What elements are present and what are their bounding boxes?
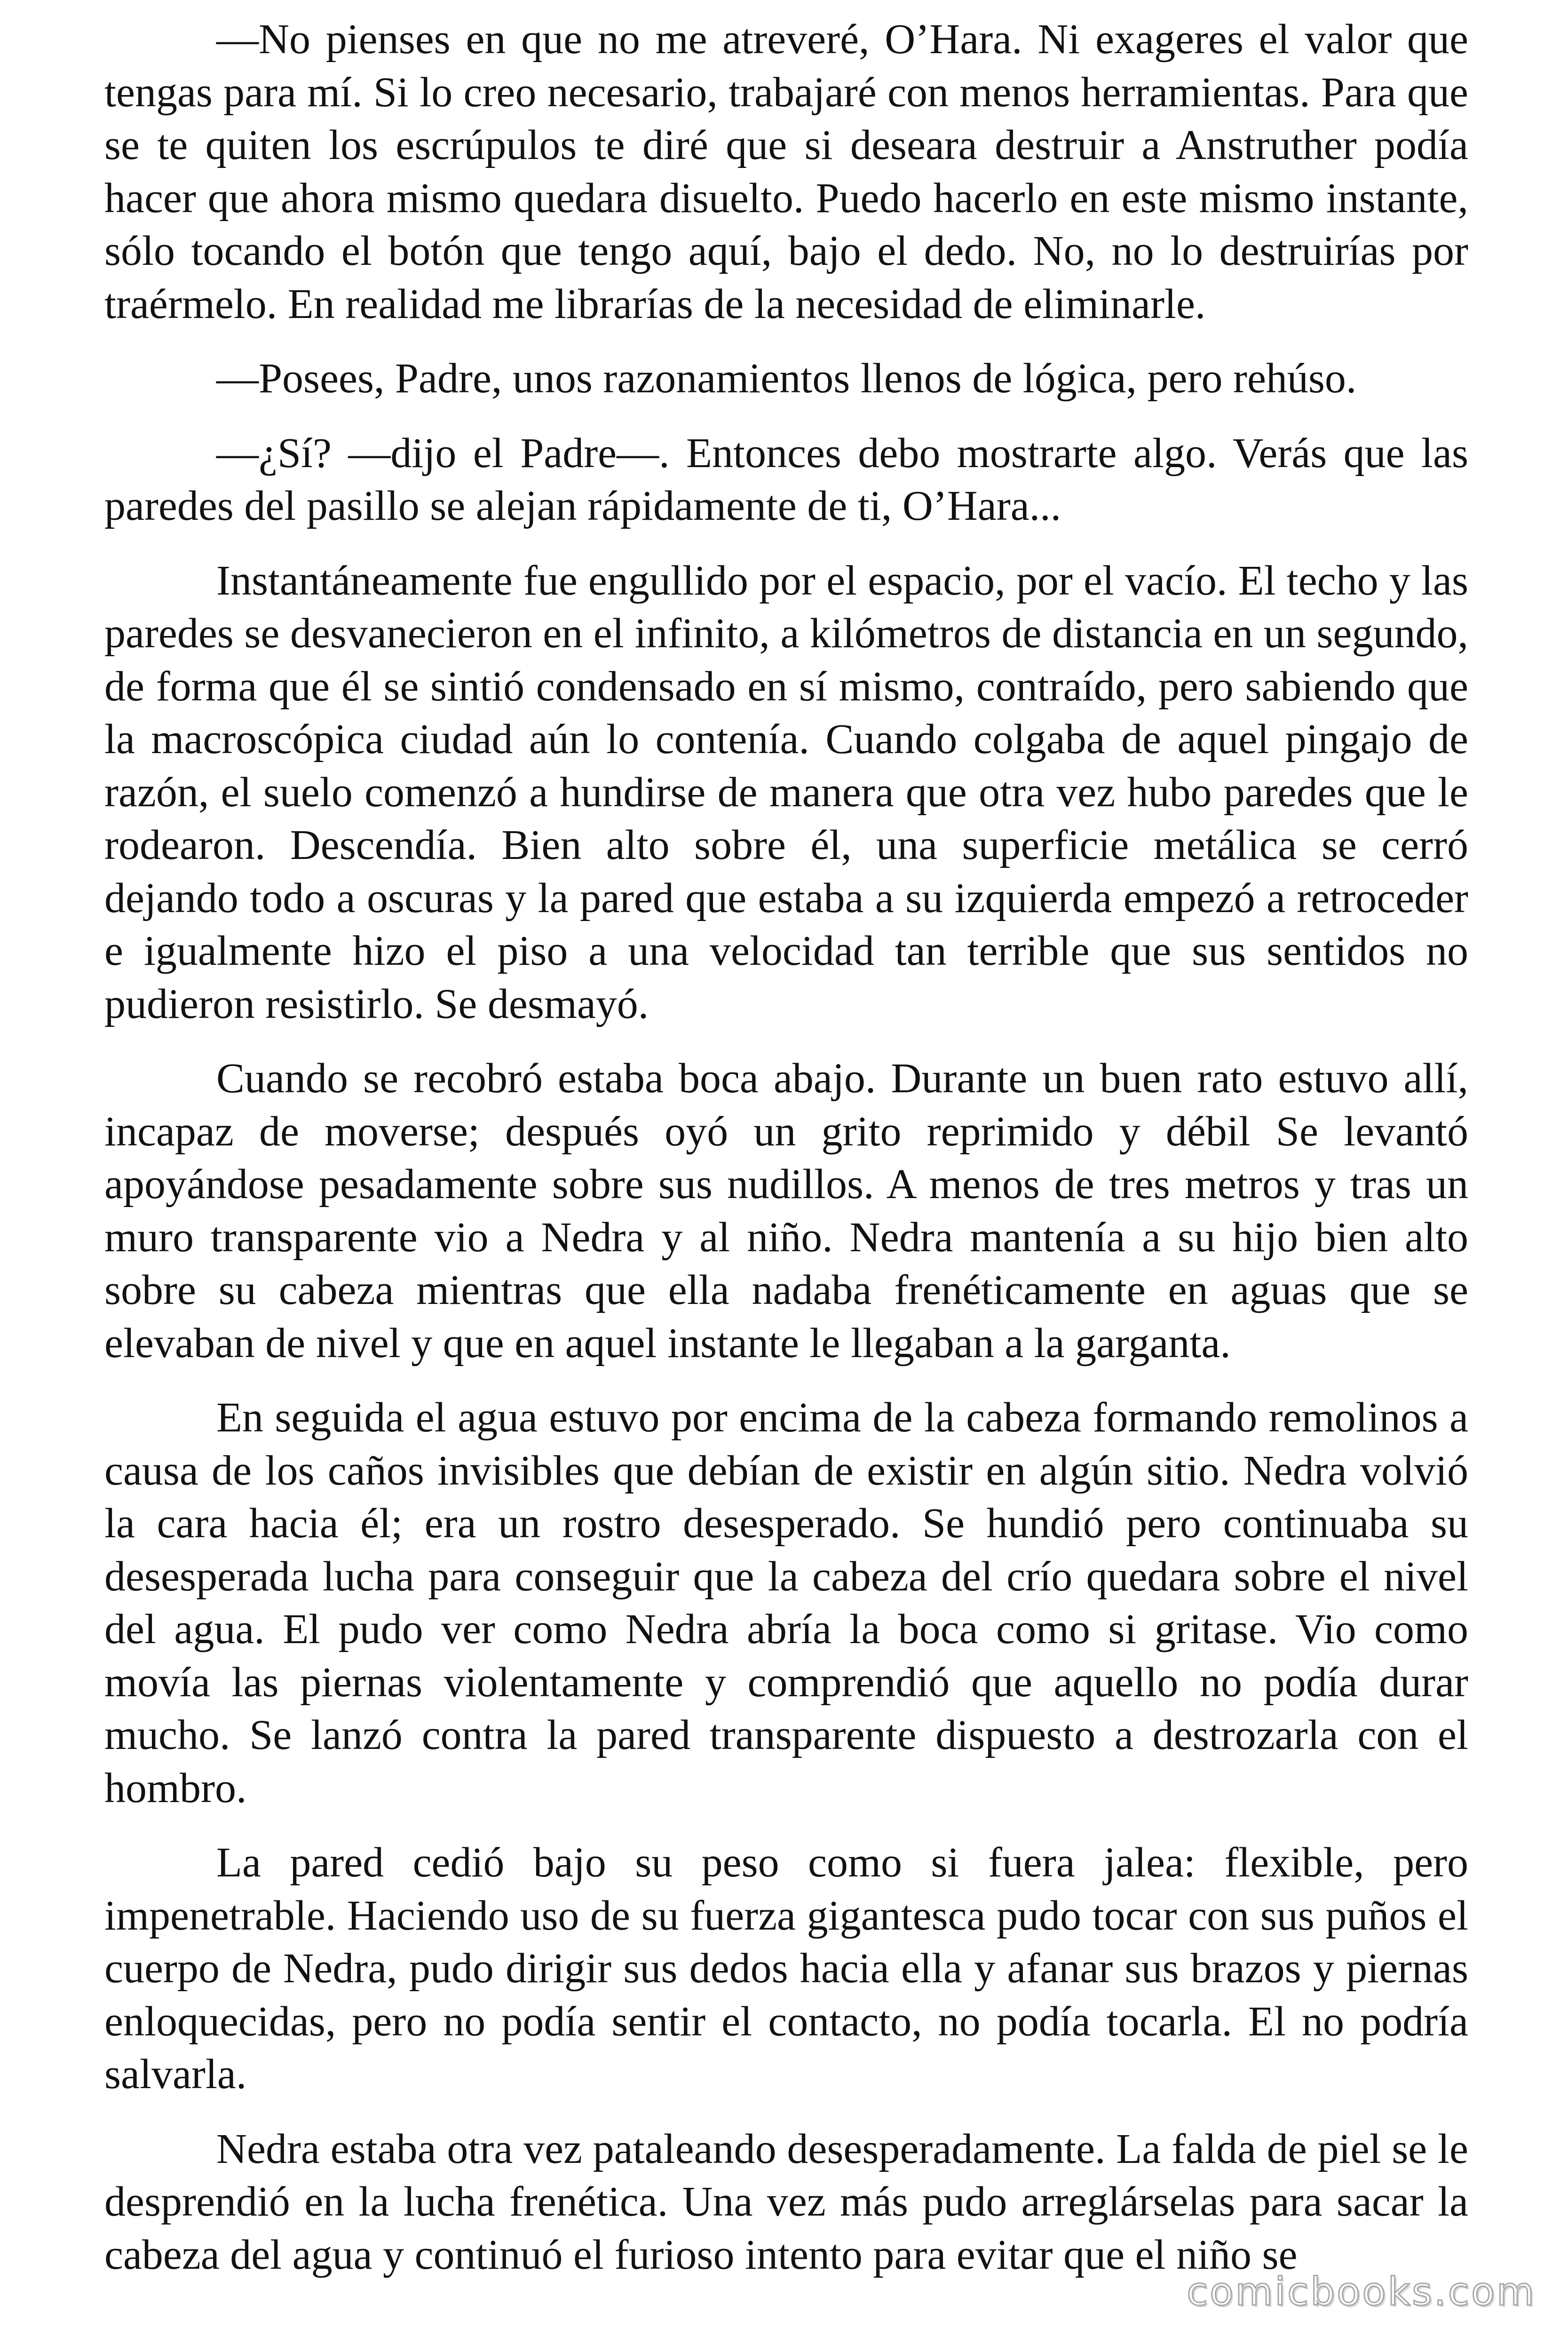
paragraph-6: En seguida el agua estuvo por encima de la cabeza formando remolinos a causa de los caños invisibles que debían de existir en algún sitio. Nedra volvió la cara hacia él; era un rostro desesperado. Se hundió pero continuaba su desesperada lucha para conseguir que la cabeza del crío quedara sobre el nivel del agua. El pudo ver como Nedra abría la boca como si gritase. Vio como movía las piernas violentamente y comprendió que aquello no podía durar mucho. Se lanzó contra la pared transparente dispuesto a destrozarla con el hombro. [104,1394,1468,1812]
paragraph-4: Instantáneamente fue engullido por el espacio, por el vacío. El techo y las paredes se desvanecieron en el infinito, a kilómetros de distancia en un segundo, de forma que él se sintió condensado en sí mismo, contraído, pero sabiendo que la macroscópica ciudad aún lo contenía. Cuando colgaba de aquel pingajo de razón, el suelo comenzó a hundirse de manera que otra vez hubo paredes que le rodearon. Descendía. Bien alto sobre él, una superficie metálica se cerró dejando todo a oscuras y la pared que estaba a su izquierda empezó a retroceder e igualmente hizo el piso a una velocidad tan terrible que sus sentidos no pudieron resistirlo. Se desmayó. [104,557,1468,1027]
watermark: comicbooks.com [1187,2270,1536,2314]
paragraph-5: Cuando se recobró estaba boca abajo. Durante un buen rato estuvo allí, incapaz de moverse; después oyó un grito reprimido y débil Se levantó apoyándose pesadamente sobre sus nudillos. A menos de tres metros y tras un muro transparente vio a Nedra y al niño. Nedra mantenía a su hijo bien alto sobre su cabeza mientras que ella nadaba frenéticamente en aguas que se elevaban de nivel y que en aquel instante le llegaban a la garganta. [104,1055,1468,1367]
paragraph-1: —No pienses en que no me atreveré, O’Hara. Ni exageres el valor que tengas para mí. Si lo creo necesario, trabajaré con menos herramientas. Para que se te quiten los escrúpulos te diré que si deseara destruir a Anstruther podía hacer que ahora mismo quedara disuelto. Puedo hacerlo en este mismo instante, sólo tocando el botón que tengo aquí, bajo el dedo. No, no lo destruirías por traérmelo. En realidad me librarías de la necesidad de eliminarle. [104,16,1468,327]
paragraph-8: Nedra estaba otra vez pataleando desesperadamente. La falda de piel se le desprendió en la lucha frenética. Una vez más pudo arreglárselas para sacar la cabeza del agua y continuó el furioso intento para evitar que el niño se [104,2125,1468,2278]
body-text [104,13,1468,2303]
paragraph-7: La pared cedió bajo su peso como si fuera jalea: flexible, pero impenetrable. Haciendo uso de su fuerza gigantesca pudo tocar con sus puños el cuerpo de Nedra, pudo dirigir sus dedos hacia ella y afanar sus brazos y piernas enloquecidas, pero no podía sentir el contacto, no podía tocarla. El no podría salvarla. [104,1839,1468,2098]
paragraph-2: —Posees, Padre, unos razonamientos llenos de lógica, pero rehúso. [216,355,1357,402]
paragraph-3: —¿Sí? —dijo el Padre—. Entonces debo mostrarte algo. Verás que las paredes del pasillo se alejan rápidamente de ti, O’Hara... [104,429,1468,529]
